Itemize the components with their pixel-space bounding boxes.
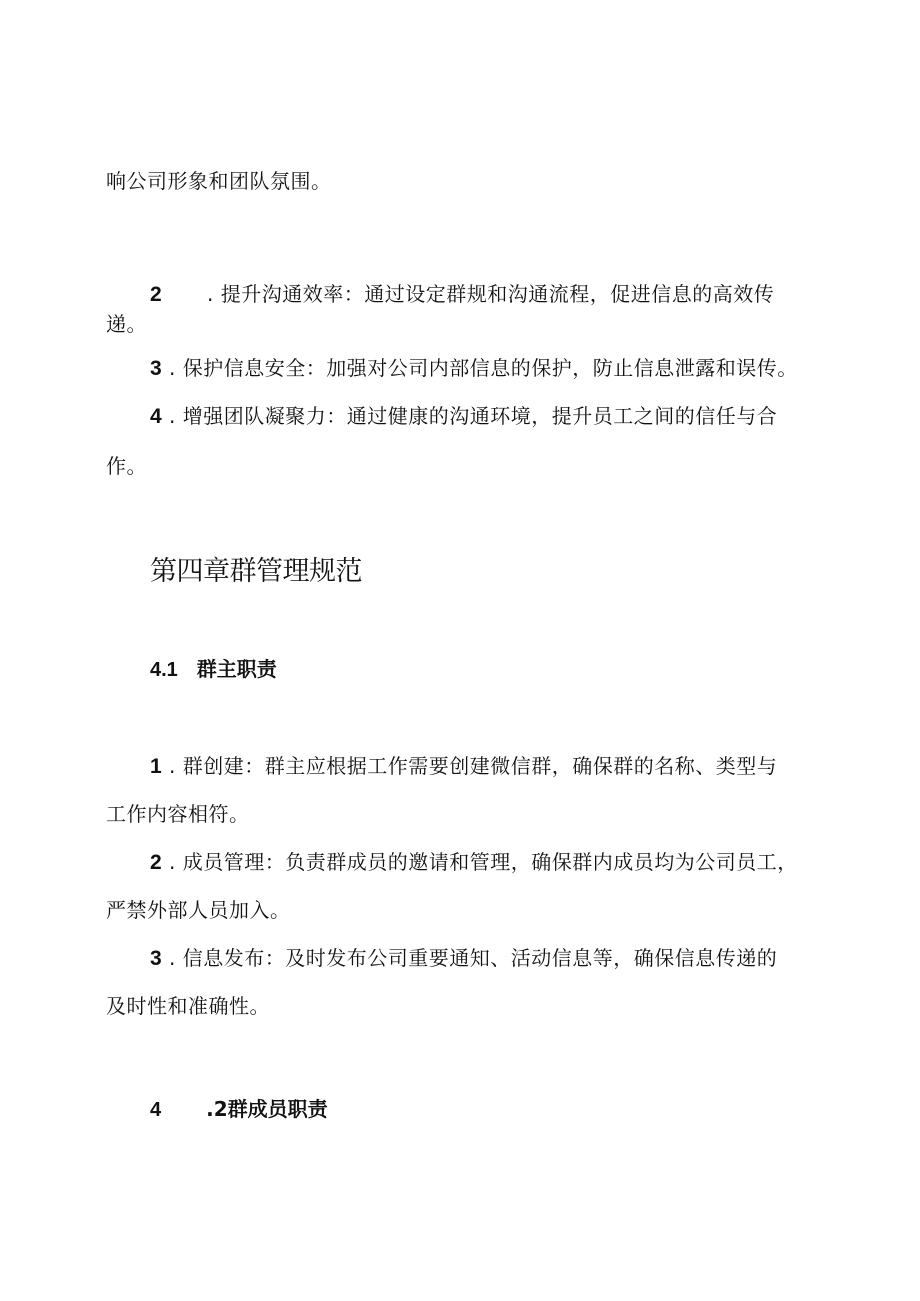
- goal-text: . 提升沟通效率：通过设定群规和沟通流程，促进信息的高效传: [207, 282, 775, 306]
- duty-text: . 群创建：群主应根据工作需要创建微信群，确保群的名称、类型与: [169, 754, 778, 778]
- goal-number: 4: [150, 405, 163, 428]
- duty-item-continuation: 严禁外部人员加入。: [106, 898, 291, 922]
- goal-text: . 保护信息安全：加强对公司内部信息的保护，防止信息泄露和误传。: [169, 356, 798, 380]
- goal-text: . 增强团队凝聚力：通过健康的沟通环境，提升员工之间的信任与合: [169, 404, 778, 428]
- section-heading: [150, 1095, 328, 1124]
- section-number: 4.1: [150, 659, 178, 681]
- goal-item: [150, 402, 777, 431]
- duty-text: . 成员管理：负责群成员的邀请和管理，确保群内成员均为公司员工，: [169, 850, 798, 874]
- goal-item: [150, 280, 774, 309]
- chapter-title: 第四章群管理规范: [150, 556, 362, 587]
- duty-text: . 信息发布：及时发布公司重要通知、活动信息等，确保信息传递的: [169, 946, 778, 970]
- duty-number: 1: [150, 755, 163, 778]
- duty-item: [150, 944, 777, 973]
- duty-item: [150, 752, 777, 781]
- duty-number: 2: [150, 851, 163, 874]
- duty-number: 3: [150, 947, 163, 970]
- section-title: 群主职责: [196, 657, 277, 681]
- duty-item-continuation: 工作内容相符。: [106, 802, 250, 826]
- goal-number: 2: [150, 283, 163, 306]
- section-number: 4: [150, 1099, 162, 1121]
- section-heading: [150, 655, 277, 684]
- intro-continuation: 响公司形象和团队氛围。: [106, 169, 332, 193]
- duty-item-continuation: 及时性和准确性。: [106, 994, 270, 1018]
- goal-item-continuation: 递。: [106, 312, 147, 336]
- duty-item: [150, 848, 798, 877]
- goal-item: [150, 354, 798, 383]
- section-title: .2群成员职责: [206, 1097, 328, 1121]
- goal-item-continuation: 作。: [106, 454, 147, 478]
- goal-number: 3: [150, 357, 163, 380]
